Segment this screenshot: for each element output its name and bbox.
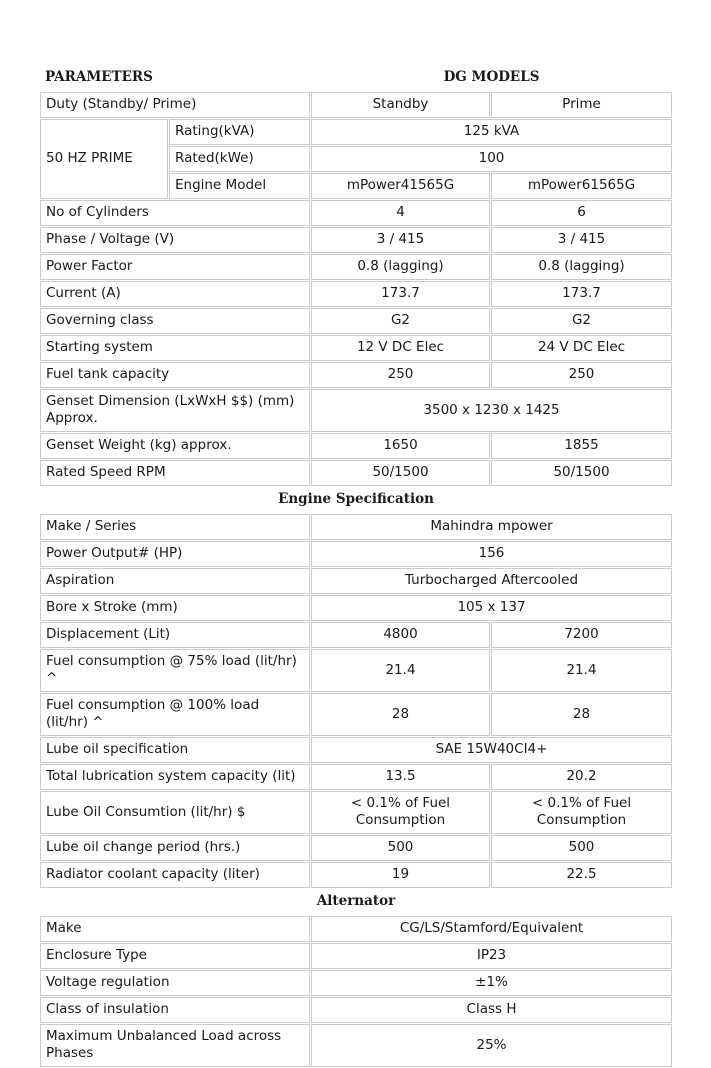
table-row xyxy=(40,764,672,790)
row-label-phase-voltage: Phase / Voltage (V) xyxy=(40,227,310,253)
dg-specification-table xyxy=(39,64,673,1068)
row-label-enclosure-type: Enclosure Type xyxy=(40,943,310,969)
section-header-alternator: Alternator xyxy=(40,889,672,915)
row-label-bore-stroke: Bore x Stroke (mm) xyxy=(40,595,310,621)
row-label-alternator-make: Make xyxy=(40,916,310,942)
table-row xyxy=(40,335,672,361)
table-row xyxy=(40,693,672,736)
row-label-displacement: Displacement (Lit) xyxy=(40,622,310,648)
row-value-aspiration: Turbocharged Aftercooled xyxy=(311,568,672,594)
row-label-power-factor: Power Factor xyxy=(40,254,310,280)
row-value-lube-consumption-standby: < 0.1% of Fuel Consumption xyxy=(311,791,490,834)
table-row xyxy=(40,389,672,432)
row-label-voltage-regulation: Voltage regulation xyxy=(40,970,310,996)
row-value-engine-model-prime: mPower61565G xyxy=(491,173,672,199)
table-row xyxy=(40,92,672,118)
row-value-current-standby: 173.7 xyxy=(311,281,490,307)
row-label-fuel-consumption-100: Fuel consumption @ 100% load (lit/hr) ^ xyxy=(40,693,310,736)
row-value-lube-oil-specification: SAE 15W40CI4+ xyxy=(311,737,672,763)
table-row xyxy=(40,916,672,942)
table-row xyxy=(40,835,672,861)
row-value-lube-change-prime: 500 xyxy=(491,835,672,861)
row-label-current: Current (A) xyxy=(40,281,310,307)
row-label-max-unbalanced-load: Maximum Unbalanced Load across Phases xyxy=(40,1024,310,1067)
row-value-current-prime: 173.7 xyxy=(491,281,672,307)
table-row xyxy=(40,460,672,486)
row-value-fuel-100-prime: 28 xyxy=(491,693,672,736)
row-label-make-series: Make / Series xyxy=(40,514,310,540)
row-value-power-output: 156 xyxy=(311,541,672,567)
table-row xyxy=(40,541,672,567)
section-header-engine: Engine Specification xyxy=(40,487,672,513)
table-row xyxy=(40,737,672,763)
row-value-governing-standby: G2 xyxy=(311,308,490,334)
row-value-cylinders-prime: 6 xyxy=(491,200,672,226)
row-label-lube-change-period: Lube oil change period (hrs.) xyxy=(40,835,310,861)
row-label-power-output: Power Output# (HP) xyxy=(40,541,310,567)
row-label-genset-weight: Genset Weight (kg) approx. xyxy=(40,433,310,459)
row-value-power-factor-standby: 0.8 (lagging) xyxy=(311,254,490,280)
row-value-fuel-75-prime: 21.4 xyxy=(491,649,672,692)
table-title-row xyxy=(40,65,672,91)
row-value-lube-consumption-prime: < 0.1% of Fuel Consumption xyxy=(491,791,672,834)
row-value-lube-total-prime: 20.2 xyxy=(491,764,672,790)
row-value-rated-speed-prime: 50/1500 xyxy=(491,460,672,486)
table-row xyxy=(40,791,672,834)
group-label-50hz-prime: 50 HZ PRIME xyxy=(40,119,168,199)
row-value-genset-dimension: 3500 x 1230 x 1425 xyxy=(311,389,672,432)
models-title: DG MODELS xyxy=(311,65,672,91)
row-value-rated-kwe: 100 xyxy=(311,146,672,172)
table-row xyxy=(40,943,672,969)
table-row xyxy=(40,362,672,388)
row-value-phase-voltage-prime: 3 / 415 xyxy=(491,227,672,253)
row-label-governing-class: Governing class xyxy=(40,308,310,334)
table-row xyxy=(40,568,672,594)
table-row xyxy=(40,862,672,888)
table-row xyxy=(40,649,672,692)
row-label-class-of-insulation: Class of insulation xyxy=(40,997,310,1023)
row-value-rating-kva: 125 kVA xyxy=(311,119,672,145)
row-value-lube-total-standby: 13.5 xyxy=(311,764,490,790)
table-row xyxy=(40,595,672,621)
row-value-class-of-insulation: Class H xyxy=(311,997,672,1023)
specification-table-container xyxy=(39,64,672,1068)
row-label-radiator-coolant: Radiator coolant capacity (liter) xyxy=(40,862,310,888)
table-row xyxy=(40,227,672,253)
row-value-engine-model-standby: mPower41565G xyxy=(311,173,490,199)
table-row xyxy=(40,622,672,648)
table-row xyxy=(40,997,672,1023)
row-label-fuel-tank: Fuel tank capacity xyxy=(40,362,310,388)
table-row xyxy=(40,200,672,226)
row-label-duty: Duty (Standby/ Prime) xyxy=(40,92,310,118)
row-label-aspiration: Aspiration xyxy=(40,568,310,594)
row-value-duty-prime: Prime xyxy=(491,92,672,118)
row-label-cylinders: No of Cylinders xyxy=(40,200,310,226)
row-value-lube-change-standby: 500 xyxy=(311,835,490,861)
row-value-displacement-standby: 4800 xyxy=(311,622,490,648)
page-title: PARAMETERS xyxy=(40,65,310,91)
row-value-cylinders-standby: 4 xyxy=(311,200,490,226)
row-value-radiator-standby: 19 xyxy=(311,862,490,888)
row-label-fuel-consumption-75: Fuel consumption @ 75% load (lit/hr) ^ xyxy=(40,649,310,692)
row-value-genset-weight-prime: 1855 xyxy=(491,433,672,459)
row-value-alternator-make: CG/LS/Stamford/Equivalent xyxy=(311,916,672,942)
row-value-governing-prime: G2 xyxy=(491,308,672,334)
row-value-starting-standby: 12 V DC Elec xyxy=(311,335,490,361)
table-row xyxy=(40,433,672,459)
row-value-max-unbalanced-load: 25% xyxy=(311,1024,672,1067)
row-value-displacement-prime: 7200 xyxy=(491,622,672,648)
section-header-row xyxy=(40,487,672,513)
row-label-genset-dimension: Genset Dimension (LxWxH $$) (mm) Approx. xyxy=(40,389,310,432)
row-label-lube-oil-specification: Lube oil specification xyxy=(40,737,310,763)
row-value-bore-stroke: 105 x 137 xyxy=(311,595,672,621)
row-value-duty-standby: Standby xyxy=(311,92,490,118)
row-label-rated-speed: Rated Speed RPM xyxy=(40,460,310,486)
row-value-fuel-tank-prime: 250 xyxy=(491,362,672,388)
row-label-lube-oil-consumption: Lube Oil Consumtion (lit/hr) $ xyxy=(40,791,310,834)
row-value-radiator-prime: 22.5 xyxy=(491,862,672,888)
row-label-starting-system: Starting system xyxy=(40,335,310,361)
row-value-make-series: Mahindra mpower xyxy=(311,514,672,540)
row-value-power-factor-prime: 0.8 (lagging) xyxy=(491,254,672,280)
row-value-starting-prime: 24 V DC Elec xyxy=(491,335,672,361)
row-value-fuel-100-standby: 28 xyxy=(311,693,490,736)
table-row xyxy=(40,119,672,145)
table-row xyxy=(40,281,672,307)
row-value-fuel-75-standby: 21.4 xyxy=(311,649,490,692)
row-value-phase-voltage-standby: 3 / 415 xyxy=(311,227,490,253)
section-header-row xyxy=(40,889,672,915)
table-row xyxy=(40,970,672,996)
table-row xyxy=(40,254,672,280)
row-sublabel-engine-model: Engine Model xyxy=(169,173,310,199)
table-row xyxy=(40,514,672,540)
row-value-fuel-tank-standby: 250 xyxy=(311,362,490,388)
table-row xyxy=(40,1024,672,1067)
row-value-voltage-regulation: ±1% xyxy=(311,970,672,996)
row-sublabel-rating-kva: Rating(kVA) xyxy=(169,119,310,145)
row-value-genset-weight-standby: 1650 xyxy=(311,433,490,459)
row-label-total-lubrication-capacity: Total lubrication system capacity (lit) xyxy=(40,764,310,790)
row-sublabel-rated-kwe: Rated(kWe) xyxy=(169,146,310,172)
row-value-rated-speed-standby: 50/1500 xyxy=(311,460,490,486)
table-row xyxy=(40,308,672,334)
row-value-enclosure-type: IP23 xyxy=(311,943,672,969)
